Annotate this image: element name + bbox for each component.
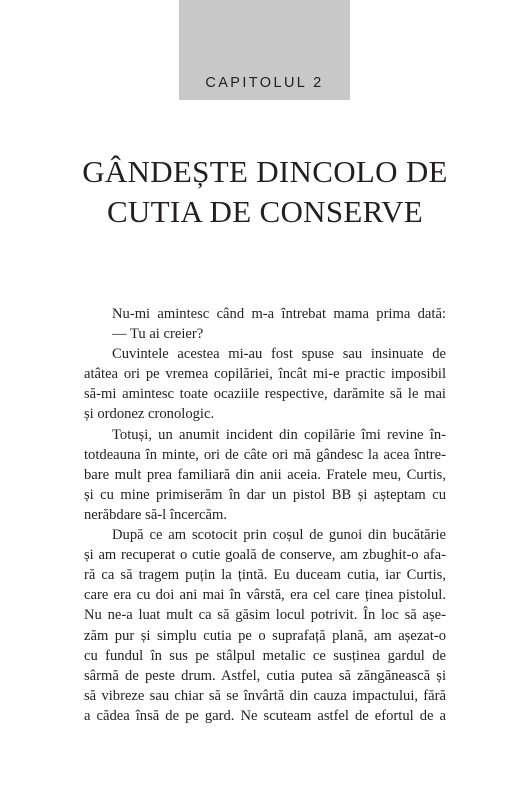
- text-line: Totuși, un anumit incident din copilărie îmi revine în-: [112, 426, 446, 443]
- text-line: cu fundul în sus pe stâlpul metalic ce susținea gardul de: [84, 647, 446, 664]
- body-text: [84, 304, 446, 726]
- text-line: nerăbdare să-l încercăm.: [84, 506, 228, 523]
- chapter-title-line: CUTIA DE CONSERVE: [106, 194, 424, 229]
- text-line: zăm pur și simplu cutia pe o suprafață plană, am așezat-o: [84, 627, 446, 644]
- text-line: care era cu doi ani mai în vârstă, era cel care ținea pistolul.: [84, 587, 446, 604]
- text-line: și ordonez cronologic.: [84, 406, 215, 423]
- text-line: totdeauna în minte, ori de câte ori mă gândesc la acea între-: [84, 446, 446, 463]
- text-line: și am recuperat o cutie goală de conserve, am zbughit-o afa-: [84, 547, 446, 564]
- text-line: bare mult prea familiară din anii aceia. Fratele meu, Curtis,: [84, 466, 446, 483]
- chapter-header-box: [179, 0, 350, 100]
- chapter-title-line: GÂNDEȘTE DINCOLO DE: [82, 154, 448, 189]
- text-line: După ce am scotocit prin coșul de gunoi din bucătărie: [112, 527, 446, 544]
- text-line: — Tu ai creier?: [112, 326, 204, 343]
- text-line: ră ca să tragem puțin la țintă. Eu duceam cutia, iar Curtis,: [84, 567, 446, 584]
- chapter-title: [40, 152, 490, 232]
- text-line: să vibreze sau chiar să se învârtă din cauza impactului, fără: [84, 687, 446, 704]
- text-line: și cu mine primiserăm în dar un pistol BB și așteptam cu: [84, 486, 446, 503]
- text-line: Nu ne-a luat mult ca să găsim locul potrivit. În loc să așe-: [84, 607, 446, 624]
- text-line: atâtea ori pe vremea copilăriei, încât mi-e practic imposibil: [84, 366, 446, 383]
- text-line: să-mi amintesc toate ocaziile respective, darămite să le mai: [84, 386, 446, 403]
- text-line: a cădea însă de pe gard. Ne scuteam astfel de efortul de a: [84, 707, 446, 724]
- text-line: Nu-mi amintesc când m-a întrebat mama prima dată:: [112, 306, 446, 322]
- text-line: sârmă de peste drum. Astfel, cutia putea să zăngănească și: [84, 667, 446, 684]
- chapter-number-label: CAPITOLUL 2: [205, 75, 324, 91]
- text-line: Cuvintele acestea mi-au fost spuse sau insinuate de: [112, 346, 446, 363]
